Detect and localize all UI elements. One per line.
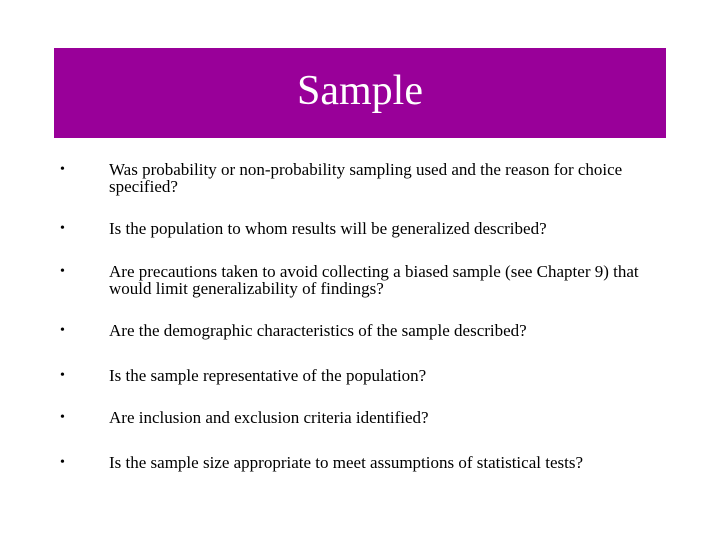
bullet-icon: •	[60, 455, 65, 470]
bullet-text: Is the population to whom results will be generalized described?	[109, 219, 547, 238]
bullet-text: Are inclusion and exclusion criteria identified?	[109, 408, 429, 427]
slide-title: Sample	[297, 68, 423, 114]
bullet-text: Are the demographic characteristics of the sample described?	[109, 321, 527, 340]
bullet-icon: •	[60, 323, 65, 338]
bullet-icon: •	[60, 368, 65, 383]
title-banner	[54, 48, 666, 138]
bullet-text: Was probability or non-probability sampling used and the reason for choice specified?	[109, 160, 623, 196]
bullet-icon: •	[60, 410, 65, 425]
bullet-text: Is the sample representative of the population?	[109, 366, 427, 385]
bullet-icon: •	[60, 221, 65, 236]
bullet-text: Are precautions taken to avoid collecting a biased sample (see Chapter 9) that would limit generalizability of findings?	[109, 262, 639, 298]
bullet-text: Is the sample size appropriate to meet assumptions of statistical tests?	[109, 453, 583, 472]
bullet-icon: •	[60, 162, 65, 177]
bullet-icon: •	[60, 264, 65, 279]
